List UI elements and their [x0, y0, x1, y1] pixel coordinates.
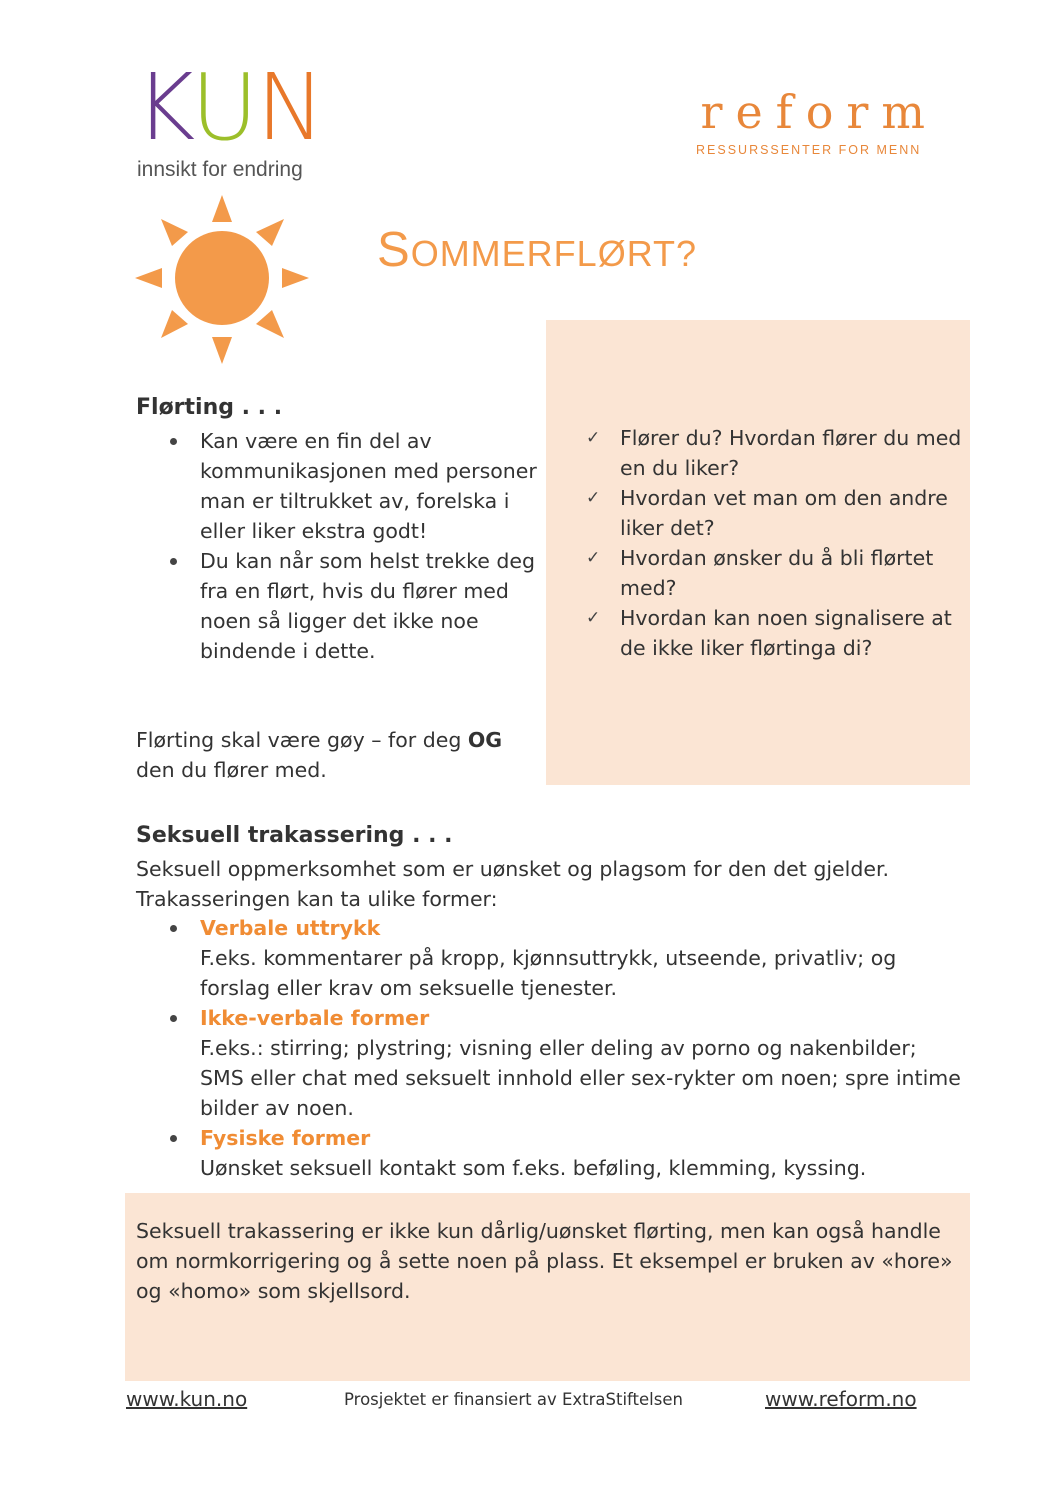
kun-website-link[interactable]: www.kun.no — [126, 1387, 248, 1411]
sun-icon — [132, 192, 312, 372]
flirting-list — [166, 426, 538, 666]
list-item: ✓ Hvordan ønsker du å bli flørtet med? — [586, 543, 966, 603]
note-text: Seksuell trakassering er ikke kun dårlig/uønsket flørting, men kan også handle om normkorrigering og å sette noen på plass. Et eksempel er bruken av «hore» og «homo» som skjellsord. — [136, 1219, 953, 1303]
form-description: F.eks.: stirring; plystring; visning eller deling av porno og nakenbilder; SMS eller chat med seksuelt innhold eller sex-rykter om noen; spre intime bilder av noen. — [200, 1036, 961, 1120]
page-title: SOMMERFLØRT? — [377, 223, 698, 277]
kun-logo — [135, 54, 335, 192]
form-label: Ikke-verbale former — [200, 1006, 430, 1030]
form-label: Fysiske former — [200, 1126, 371, 1150]
check-icon: ✓ — [586, 488, 601, 508]
reform-website-link[interactable]: www.reform.no — [765, 1387, 917, 1411]
form-description: F.eks. kommentarer på kropp, kjønnsuttrykk, utseende, privatliv; og forslag eller krav om seksuelle tjenester. — [200, 946, 897, 1000]
list-item: ✓ Hvordan vet man om den andre liker det? — [586, 483, 966, 543]
form-label: Verbale uttrykk — [200, 916, 381, 940]
flirting-heading: Flørting . . . — [136, 395, 283, 420]
list-item: ✓ Flører du? Hvordan flører du med en du liker? — [586, 423, 966, 483]
flirting-closing: Flørting skal være gøy – for deg OG den du flører med. — [136, 728, 503, 782]
funding-note: Prosjektet er finansiert av ExtraStiftelsen — [344, 1390, 683, 1409]
list-item: ✓ Hvordan kan noen signalisere at de ikke liker flørtinga di? — [586, 603, 966, 663]
list-item — [166, 1003, 966, 1123]
check-icon: ✓ — [586, 428, 601, 448]
form-description: Uønsket seksuell kontakt som f.eks. beføling, klemming, kyssing. — [200, 1156, 867, 1180]
reform-tagline: RESSURSSENTER FOR MENN — [696, 143, 922, 157]
harassment-intro: Seksuell oppmerksomhet som er uønsket og plagsom for den det gjelder. Trakasseringen kan ta ulike former: — [136, 857, 890, 911]
list-item — [166, 913, 966, 1003]
kun-wordmark: KUN — [135, 54, 324, 161]
check-icon: ✓ — [586, 608, 601, 628]
reform-logo — [692, 85, 942, 165]
check-icon: ✓ — [586, 548, 601, 568]
question-list — [586, 423, 966, 663]
reform-wordmark: reform — [700, 85, 938, 139]
list-item — [166, 1123, 966, 1183]
list-item: Kan være en fin del av kommunikasjonen med personer man er tiltrukket av, forelska i eller liker ekstra godt! — [166, 426, 538, 546]
kun-tagline: innsikt for endring — [137, 158, 303, 181]
harassment-forms-list — [166, 913, 966, 1183]
harassment-heading: Seksuell trakassering . . . — [136, 823, 453, 848]
list-item: Du kan når som helst trekke deg fra en flørt, hvis du flører med noen så ligger det ikke noe bindende i dette. — [166, 546, 538, 666]
